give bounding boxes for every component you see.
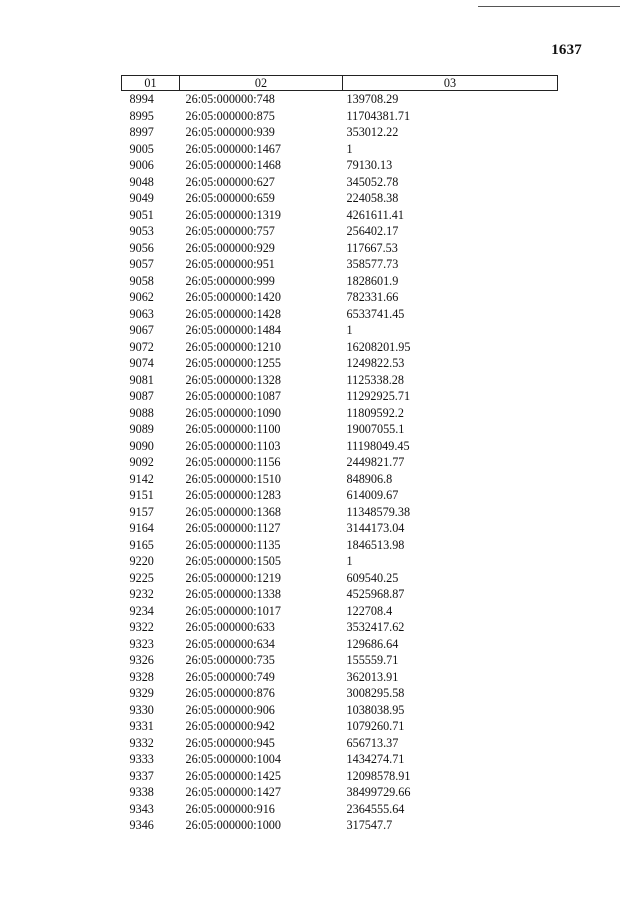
table-row bbox=[122, 339, 558, 356]
header-rule bbox=[478, 6, 620, 7]
row-id-cell: 9338 bbox=[129, 785, 154, 799]
value-cell: 38499729.66 bbox=[346, 785, 411, 799]
value-cell: 656713.37 bbox=[346, 735, 399, 750]
cadastral-number-cell: 26:05:000000:875 bbox=[185, 108, 275, 123]
table-row bbox=[122, 537, 558, 554]
row-id-cell: 9072 bbox=[129, 339, 154, 354]
value-cell: 4261611.41 bbox=[346, 207, 404, 222]
table-row bbox=[122, 207, 558, 224]
cadastral-number-cell: 26:05:000000:1000 bbox=[185, 818, 281, 832]
cadastral-number-cell: 26:05:000000:634 bbox=[185, 636, 275, 651]
cadastral-number-cell: 26:05:000000:1004 bbox=[185, 752, 281, 766]
cadastral-number-cell: 26:05:000000:916 bbox=[185, 801, 275, 816]
table-row bbox=[122, 619, 558, 636]
table-row bbox=[122, 438, 558, 455]
row-id-cell: 9330 bbox=[129, 702, 154, 717]
value-cell: 11348579.38 bbox=[346, 504, 411, 519]
table-row bbox=[122, 289, 558, 306]
row-id-cell: 9332 bbox=[129, 735, 154, 750]
row-id-cell: 9081 bbox=[129, 372, 154, 387]
row-id-cell: 9087 bbox=[129, 389, 154, 403]
cadastral-number-cell: 26:05:000000:1210 bbox=[185, 339, 281, 354]
value-cell: 19007055.1 bbox=[346, 422, 405, 436]
value-cell: 1 bbox=[346, 323, 353, 337]
value-cell: 1125338.28 bbox=[346, 372, 404, 387]
row-id-cell: 8994 bbox=[129, 92, 154, 106]
cadastral-number-cell: 26:05:000000:659 bbox=[185, 191, 275, 205]
table-row bbox=[122, 471, 558, 488]
row-id-cell: 9346 bbox=[129, 818, 154, 832]
row-id-cell: 9323 bbox=[129, 636, 154, 651]
table-row bbox=[122, 685, 558, 702]
cadastral-number-cell: 26:05:000000:1510 bbox=[185, 471, 281, 486]
value-cell: 1434274.71 bbox=[346, 752, 405, 766]
value-cell: 3008295.58 bbox=[346, 686, 405, 700]
row-id-cell: 8995 bbox=[129, 108, 154, 123]
cadastral-number-cell: 26:05:000000:1219 bbox=[185, 570, 281, 585]
row-id-cell: 9337 bbox=[129, 768, 154, 783]
cadastral-number-cell: 26:05:000000:1017 bbox=[185, 603, 281, 618]
value-cell: 1 bbox=[346, 554, 353, 568]
cadastral-number-cell: 26:05:000000:876 bbox=[185, 686, 275, 700]
table-row bbox=[122, 372, 558, 389]
value-cell: 1828601.9 bbox=[346, 273, 399, 288]
row-id-cell: 9048 bbox=[129, 174, 154, 189]
table-row bbox=[122, 751, 558, 768]
cadastral-number-cell: 26:05:000000:633 bbox=[185, 620, 275, 634]
row-id-cell: 9322 bbox=[129, 620, 154, 634]
table-row bbox=[122, 520, 558, 537]
cadastral-number-cell: 26:05:000000:1255 bbox=[185, 356, 281, 370]
row-id-cell: 9089 bbox=[129, 422, 154, 436]
column-header-03: 03 bbox=[343, 76, 558, 91]
row-id-cell: 9326 bbox=[129, 653, 154, 667]
row-id-cell: 9049 bbox=[129, 191, 154, 205]
column-header-02: 02 bbox=[180, 76, 343, 91]
value-cell: 79130.13 bbox=[346, 158, 393, 172]
row-id-cell: 9333 bbox=[129, 752, 154, 766]
cadastral-number-cell: 26:05:000000:1338 bbox=[185, 587, 281, 601]
table-row bbox=[122, 388, 558, 405]
table-row bbox=[122, 801, 558, 818]
row-id-cell: 9225 bbox=[129, 570, 154, 585]
table-row bbox=[122, 553, 558, 570]
row-id-cell: 9157 bbox=[129, 504, 154, 519]
cadastral-number-cell: 26:05:000000:945 bbox=[185, 735, 275, 750]
table-header-row bbox=[122, 76, 558, 91]
cadastral-number-cell: 26:05:000000:939 bbox=[185, 125, 275, 139]
value-cell: 139708.29 bbox=[346, 92, 399, 106]
cadastral-number-cell: 26:05:000000:1319 bbox=[185, 207, 281, 222]
row-id-cell: 9074 bbox=[129, 356, 154, 370]
value-cell: 117667.53 bbox=[346, 240, 398, 255]
value-cell: 11809592.2 bbox=[346, 405, 404, 420]
table-row bbox=[122, 141, 558, 158]
cadastral-number-cell: 26:05:000000:748 bbox=[185, 92, 275, 106]
row-id-cell: 9005 bbox=[129, 141, 154, 156]
table-row bbox=[122, 421, 558, 438]
cadastral-number-cell: 26:05:000000:1090 bbox=[185, 405, 281, 420]
row-id-cell: 9090 bbox=[129, 438, 154, 453]
table-row bbox=[122, 108, 558, 125]
value-cell: 2364555.64 bbox=[346, 801, 405, 816]
row-id-cell: 9165 bbox=[129, 537, 154, 552]
table-row bbox=[122, 157, 558, 174]
table-row bbox=[122, 124, 558, 141]
value-cell: 3144173.04 bbox=[346, 521, 405, 535]
cadastral-number-cell: 26:05:000000:1427 bbox=[185, 785, 281, 799]
row-id-cell: 9062 bbox=[129, 290, 154, 304]
value-cell: 848906.8 bbox=[346, 471, 393, 486]
page-number: 1637 bbox=[551, 42, 582, 58]
row-id-cell: 9056 bbox=[129, 240, 154, 255]
table-row bbox=[122, 306, 558, 323]
table-row bbox=[122, 817, 558, 834]
table-row bbox=[122, 735, 558, 752]
table-row bbox=[122, 454, 558, 471]
row-id-cell: 9053 bbox=[129, 224, 154, 238]
row-id-cell: 9006 bbox=[129, 158, 154, 172]
table-row bbox=[122, 652, 558, 669]
value-cell: 614009.67 bbox=[346, 488, 399, 502]
row-id-cell: 8997 bbox=[129, 125, 154, 139]
cadastral-number-cell: 26:05:000000:1328 bbox=[185, 372, 281, 387]
value-cell: 256402.17 bbox=[346, 224, 399, 238]
value-cell: 6533741.45 bbox=[346, 306, 405, 321]
cadastral-number-cell: 26:05:000000:1368 bbox=[185, 504, 281, 519]
value-cell: 16208201.95 bbox=[346, 339, 411, 354]
cadastral-number-cell: 26:05:000000:627 bbox=[185, 174, 275, 189]
table-row bbox=[122, 91, 558, 108]
table-row bbox=[122, 256, 558, 273]
value-cell: 609540.25 bbox=[346, 570, 399, 585]
value-cell: 1038038.95 bbox=[346, 702, 405, 717]
cadastral-number-cell: 26:05:000000:1425 bbox=[185, 768, 281, 783]
value-cell: 345052.78 bbox=[346, 174, 399, 189]
column-header-01: 01 bbox=[122, 76, 180, 91]
cadastral-number-cell: 26:05:000000:1468 bbox=[185, 158, 281, 172]
cadastral-number-cell: 26:05:000000:1505 bbox=[185, 554, 281, 568]
row-id-cell: 9234 bbox=[129, 603, 154, 618]
table-row bbox=[122, 190, 558, 207]
table-row bbox=[122, 174, 558, 191]
table-row bbox=[122, 718, 558, 735]
row-id-cell: 9142 bbox=[129, 471, 154, 486]
row-id-cell: 9331 bbox=[129, 719, 154, 733]
table-row bbox=[122, 784, 558, 801]
row-id-cell: 9164 bbox=[129, 521, 154, 535]
row-id-cell: 9151 bbox=[129, 488, 154, 502]
table-row bbox=[122, 702, 558, 719]
cadastral-number-cell: 26:05:000000:1283 bbox=[185, 488, 281, 502]
value-cell: 1 bbox=[346, 141, 353, 156]
cadastral-number-cell: 26:05:000000:1127 bbox=[185, 521, 281, 535]
value-cell: 129686.64 bbox=[346, 636, 399, 651]
cadastral-number-cell: 26:05:000000:942 bbox=[185, 719, 275, 733]
cadastral-number-cell: 26:05:000000:951 bbox=[185, 257, 275, 271]
row-id-cell: 9092 bbox=[129, 455, 154, 469]
table-row bbox=[122, 322, 558, 339]
table-body bbox=[122, 91, 558, 834]
table-row bbox=[122, 603, 558, 620]
value-cell: 122708.4 bbox=[346, 603, 393, 618]
table-row bbox=[122, 405, 558, 422]
value-cell: 1846513.98 bbox=[346, 537, 405, 552]
table-row bbox=[122, 669, 558, 686]
data-table bbox=[121, 75, 558, 834]
value-cell: 12098578.91 bbox=[346, 768, 411, 783]
row-id-cell: 9058 bbox=[129, 273, 154, 288]
cadastral-number-cell: 26:05:000000:1156 bbox=[185, 455, 281, 469]
cadastral-number-cell: 26:05:000000:1467 bbox=[185, 141, 281, 156]
row-id-cell: 9088 bbox=[129, 405, 154, 420]
cadastral-number-cell: 26:05:000000:1100 bbox=[185, 422, 281, 436]
cadastral-number-cell: 26:05:000000:1135 bbox=[185, 537, 281, 552]
table-row bbox=[122, 355, 558, 372]
value-cell: 224058.38 bbox=[346, 191, 399, 205]
table-row bbox=[122, 487, 558, 504]
table-row bbox=[122, 273, 558, 290]
table-row bbox=[122, 504, 558, 521]
row-id-cell: 9329 bbox=[129, 686, 154, 700]
value-cell: 4525968.87 bbox=[346, 587, 405, 601]
table-row bbox=[122, 768, 558, 785]
cadastral-number-cell: 26:05:000000:999 bbox=[185, 273, 275, 288]
row-id-cell: 9063 bbox=[129, 306, 154, 321]
row-id-cell: 9343 bbox=[129, 801, 154, 816]
row-id-cell: 9051 bbox=[129, 207, 154, 222]
value-cell: 11198049.45 bbox=[346, 438, 410, 453]
cadastral-number-cell: 26:05:000000:1103 bbox=[185, 438, 281, 453]
cadastral-number-cell: 26:05:000000:906 bbox=[185, 702, 275, 717]
value-cell: 155559.71 bbox=[346, 653, 399, 667]
value-cell: 362013.91 bbox=[346, 669, 399, 684]
row-id-cell: 9220 bbox=[129, 554, 154, 568]
cadastral-number-cell: 26:05:000000:1087 bbox=[185, 389, 281, 403]
value-cell: 3532417.62 bbox=[346, 620, 405, 634]
table-row bbox=[122, 240, 558, 257]
row-id-cell: 9057 bbox=[129, 257, 154, 271]
value-cell: 11704381.71 bbox=[346, 108, 411, 123]
value-cell: 11292925.71 bbox=[346, 389, 411, 403]
cadastral-number-cell: 26:05:000000:735 bbox=[185, 653, 275, 667]
cadastral-number-cell: 26:05:000000:1420 bbox=[185, 290, 281, 304]
value-cell: 2449821.77 bbox=[346, 455, 405, 469]
row-id-cell: 9232 bbox=[129, 587, 154, 601]
cadastral-number-cell: 26:05:000000:1428 bbox=[185, 306, 281, 321]
value-cell: 353012.22 bbox=[346, 125, 399, 139]
value-cell: 782331.66 bbox=[346, 290, 399, 304]
table-row bbox=[122, 636, 558, 653]
value-cell: 358577.73 bbox=[346, 257, 399, 271]
table-row bbox=[122, 586, 558, 603]
table-row bbox=[122, 570, 558, 587]
value-cell: 1249822.53 bbox=[346, 356, 405, 370]
row-id-cell: 9067 bbox=[129, 323, 154, 337]
cadastral-number-cell: 26:05:000000:1484 bbox=[185, 323, 281, 337]
value-cell: 1079260.71 bbox=[346, 719, 405, 733]
cadastral-number-cell: 26:05:000000:749 bbox=[185, 669, 275, 684]
row-id-cell: 9328 bbox=[129, 669, 154, 684]
table-row bbox=[122, 223, 558, 240]
value-cell: 317547.7 bbox=[346, 818, 393, 832]
cadastral-number-cell: 26:05:000000:757 bbox=[185, 224, 275, 238]
cadastral-number-cell: 26:05:000000:929 bbox=[185, 240, 275, 255]
